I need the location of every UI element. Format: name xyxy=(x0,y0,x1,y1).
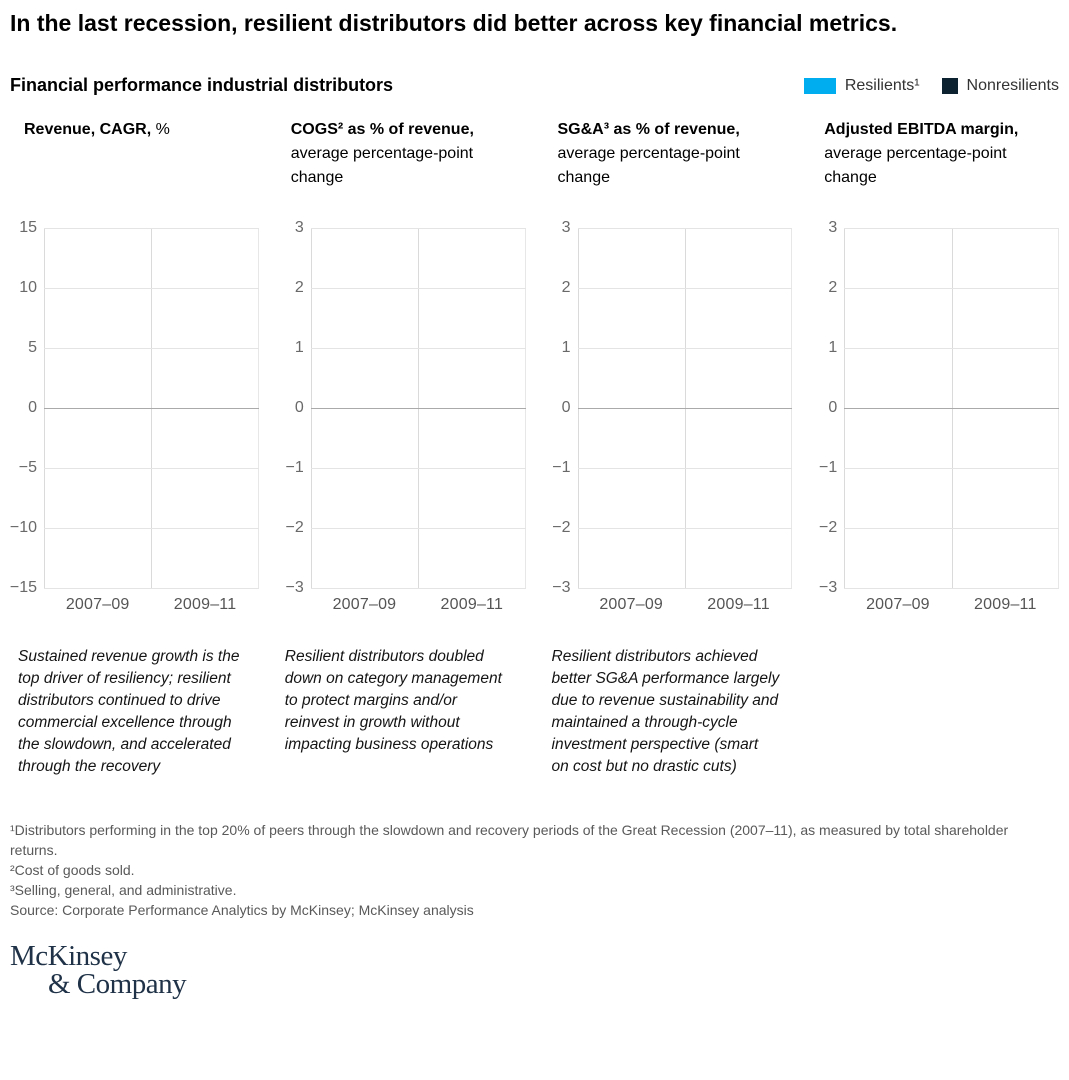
panel-title xyxy=(10,118,259,212)
chart xyxy=(810,219,1059,596)
exhibit-title: Financial performance industrial distributors xyxy=(10,75,394,95)
y-tick-label: −5 xyxy=(18,459,37,476)
logo-line-2: & Company xyxy=(48,968,187,1000)
panel-sga xyxy=(544,118,793,778)
plot-area xyxy=(311,228,526,588)
y-axis xyxy=(544,219,578,596)
y-tick-label: −1 xyxy=(285,459,304,476)
y-tick-label: 2 xyxy=(828,279,838,296)
y-tick-label: 5 xyxy=(28,339,37,356)
panel-title-bold: COGS² as % of revenue, xyxy=(290,121,474,138)
legend-item-nonresilients xyxy=(942,77,1059,95)
gridline xyxy=(578,588,793,589)
gridline xyxy=(844,228,1059,229)
y-tick-label: −3 xyxy=(552,579,571,596)
panel-title xyxy=(810,118,1059,212)
legend-item-resilients xyxy=(804,77,920,95)
panel-title-bold: Adjusted EBITDA margin, xyxy=(824,121,1019,138)
y-tick-label: 15 xyxy=(19,219,37,236)
y-tick-label: 1 xyxy=(561,339,571,356)
x-category-label: 2009–11 xyxy=(707,596,770,613)
y-tick-label: 10 xyxy=(19,279,37,296)
y-tick-label: 1 xyxy=(828,339,838,356)
gridline xyxy=(44,468,259,469)
panel-title-normal: average percentage-point change xyxy=(824,145,1007,186)
footnote-1: ¹Distributors performing in the top 20% of peers through the slowdown and recovery periods of the Great Recession (2007–11), as measured by total shareholder returns. xyxy=(10,822,1009,858)
gridline xyxy=(44,588,259,589)
zero-gridline xyxy=(44,408,259,409)
legend-label: Resilients¹ xyxy=(844,76,920,94)
footnote-2: ²Cost of goods sold. xyxy=(10,862,135,878)
x-axis-labels xyxy=(44,596,259,614)
y-tick-label: −1 xyxy=(819,459,838,476)
gridline xyxy=(578,228,793,229)
y-tick-label: 1 xyxy=(294,339,304,356)
gridline xyxy=(844,468,1059,469)
y-tick-label: 0 xyxy=(561,399,571,416)
gridline xyxy=(578,528,793,529)
x-category-label: 2007–09 xyxy=(332,596,397,613)
gridline xyxy=(311,528,526,529)
annotation: Resilient distributors doubled down on category management to protect margins and/or reinvest in growth without impacting business operations xyxy=(284,648,502,753)
page-title: In the last recession, resilient distributors did better across key financial metrics. xyxy=(10,10,898,36)
y-tick-label: −10 xyxy=(9,519,37,536)
zero-gridline xyxy=(578,408,793,409)
panel-title-normal: average percentage-point change xyxy=(290,145,474,186)
gridline xyxy=(311,468,526,469)
y-axis xyxy=(9,219,44,596)
panel-cogs xyxy=(277,118,526,778)
gridline xyxy=(44,348,259,349)
footnote-3: ³Selling, general, and administrative. xyxy=(10,882,237,898)
plot-area xyxy=(44,228,259,588)
panel-title xyxy=(277,118,526,212)
gridline xyxy=(578,288,793,289)
subtitle-row xyxy=(10,75,1059,96)
gridline xyxy=(844,528,1059,529)
gridline xyxy=(311,348,526,349)
x-category-label: 2007–09 xyxy=(65,596,130,613)
y-tick-label: 2 xyxy=(294,279,304,296)
y-tick-label: 0 xyxy=(294,399,304,416)
annotation: Sustained revenue growth is the top driver of resiliency; resilient distributors continued to drive commercial excellence through the slowdown, and accelerated through the recovery xyxy=(18,648,240,775)
panel-revenue-cagr xyxy=(10,118,259,778)
x-axis-labels xyxy=(844,596,1059,614)
gridline xyxy=(311,288,526,289)
gridline xyxy=(844,288,1059,289)
y-axis xyxy=(810,219,844,596)
y-tick-label: 3 xyxy=(561,219,571,236)
gridline xyxy=(311,588,526,589)
panel-ebitda xyxy=(810,118,1059,778)
x-category-label: 2009–11 xyxy=(173,596,237,613)
x-axis-labels xyxy=(311,596,526,614)
y-tick-label: −1 xyxy=(552,459,571,476)
panel-title-normal: average percentage-point change xyxy=(557,145,740,186)
logo-line-1: McKinsey xyxy=(10,940,127,972)
gridline xyxy=(578,348,793,349)
gridline xyxy=(44,528,259,529)
gridline xyxy=(844,348,1059,349)
y-axis xyxy=(277,219,311,596)
mckinsey-logo xyxy=(10,942,1059,998)
resilients-swatch xyxy=(804,78,836,94)
nonresilients-swatch xyxy=(942,78,958,94)
gridline xyxy=(44,288,259,289)
panels xyxy=(10,118,1059,778)
x-category-label: 2009–11 xyxy=(974,596,1037,613)
gridline xyxy=(578,468,793,469)
annotation: Resilient distributors achieved better SG&A performance largely due to revenue sustainability and maintained a through-cycle investment perspective (smart on cost but no drastic cuts) xyxy=(551,648,780,775)
y-tick-label: 2 xyxy=(561,279,571,296)
legend-label: Nonresilients xyxy=(966,76,1059,94)
source-line: Source: Corporate Performance Analytics by McKinsey; McKinsey analysis xyxy=(10,902,474,918)
y-tick-label: −3 xyxy=(819,579,838,596)
panel-title-bold: SG&A³ as % of revenue, xyxy=(557,121,740,138)
chart xyxy=(544,219,793,596)
y-tick-label: −2 xyxy=(552,519,571,536)
y-tick-label: 0 xyxy=(828,399,838,416)
legend xyxy=(804,77,1059,95)
y-tick-label: 0 xyxy=(28,399,37,416)
chart xyxy=(277,219,526,596)
x-category-label: 2009–11 xyxy=(440,596,504,613)
panel-title-bold: Revenue, CAGR, xyxy=(24,121,152,138)
y-tick-label: 3 xyxy=(828,219,838,236)
gridline xyxy=(844,588,1059,589)
plot-area xyxy=(844,228,1059,588)
zero-gridline xyxy=(311,408,526,409)
y-tick-label: −15 xyxy=(9,579,37,596)
plot-area xyxy=(578,228,793,588)
panel-title xyxy=(544,118,793,212)
y-tick-label: −2 xyxy=(819,519,838,536)
y-tick-label: −3 xyxy=(285,579,304,596)
x-category-label: 2007–09 xyxy=(866,596,930,613)
x-category-label: 2007–09 xyxy=(599,596,664,613)
y-tick-label: 3 xyxy=(294,219,304,236)
chart xyxy=(9,219,259,596)
gridline xyxy=(44,228,259,229)
footnotes xyxy=(10,820,1059,920)
x-axis-labels xyxy=(578,596,793,614)
panel-title-normal: % xyxy=(155,121,170,138)
gridline xyxy=(311,228,526,229)
y-tick-label: −2 xyxy=(285,519,304,536)
zero-gridline xyxy=(844,408,1059,409)
